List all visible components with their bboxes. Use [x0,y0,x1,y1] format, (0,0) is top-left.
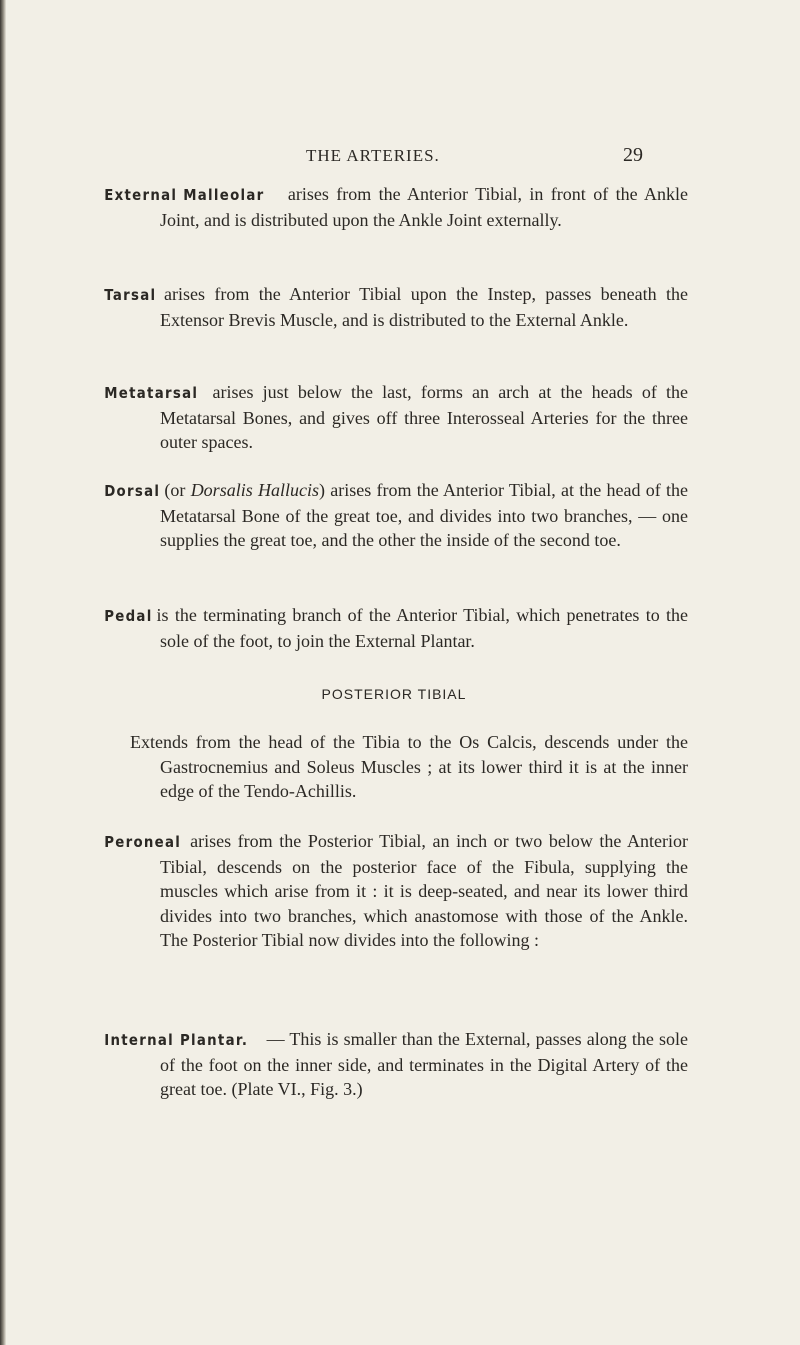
section-heading-text: POSTERIOR TIBIAL [321,686,467,702]
entry-term: Dorsal [104,482,161,500]
entry-text: arises from the Posterior Tibial, an inch or two below the Anterior Tibial, descends on the posterior face of the Fibula, supplying the muscles which arise from it : it is deep-seated, and near its lower third divides into two branches, which anastomose with those of the Ankle. The Posterior Tibial now divides into the following : [160,831,688,950]
entry-dorsal [104,478,688,553]
entry-text: arises just below the last, forms an arch at the heads of the Metatarsal Bones, and gives off three Interosseal Arteries for the three outer spaces. [160,382,688,452]
entry-internal-plantar [104,1027,688,1102]
entry-text: arises from the Anterior Tibial, in front of the Ankle Joint, and is distributed upon the Ankle Joint externally. [160,184,688,230]
entry-term: External Malleolar [104,186,265,204]
entry-pedal [104,603,688,653]
entry-text: arises from the Anterior Tibial upon the Instep, passes beneath the Extensor Brevis Muscle, and is distributed to the External Ankle. [154,284,688,330]
entry-term: Metatarsal [104,384,199,402]
entry-peroneal [104,829,688,953]
running-title: THE ARTERIES. [306,146,440,165]
entry-term: Tarsal [104,286,157,304]
entry-metatarsal [104,380,688,455]
entry-term: Pedal [104,607,153,625]
page-edge [0,0,6,1345]
section-heading [0,686,800,702]
entry-tarsal [104,282,688,332]
section-intro: Extends from the head of the Tibia to the Os Calcis, descends under the Gastrocnemius and Soleus Muscles ; at its lower third it is at the inner edge of the Tendo-Achillis. [130,732,688,801]
entry-term: Peroneal [104,833,182,851]
entry-italic-term: Dorsalis Hallucis [190,480,319,500]
entry-text: is the terminating branch of the Anterior Tibial, which penetrates to the sole of the foot, to join the External Plantar. [150,605,688,651]
entry-text: — This is smaller than the External, passes along the sole of the foot on the inner side, and terminates in the Digital Artery of the great toe. (Plate VI., Fig. 3.) [160,1029,688,1099]
entry-external-malleolar [104,182,688,232]
running-head [0,146,800,176]
entry-term: Internal Plantar. [104,1031,249,1049]
page-number: 29 [623,144,643,166]
entry-text: ) arises from the Anterior Tibial, at the head of the Metatarsal Bone of the great toe, and divides into two branches, — one supplies the great toe, and the other the inside of the second toe. [160,480,688,550]
entry-text-before: (or [159,480,191,500]
